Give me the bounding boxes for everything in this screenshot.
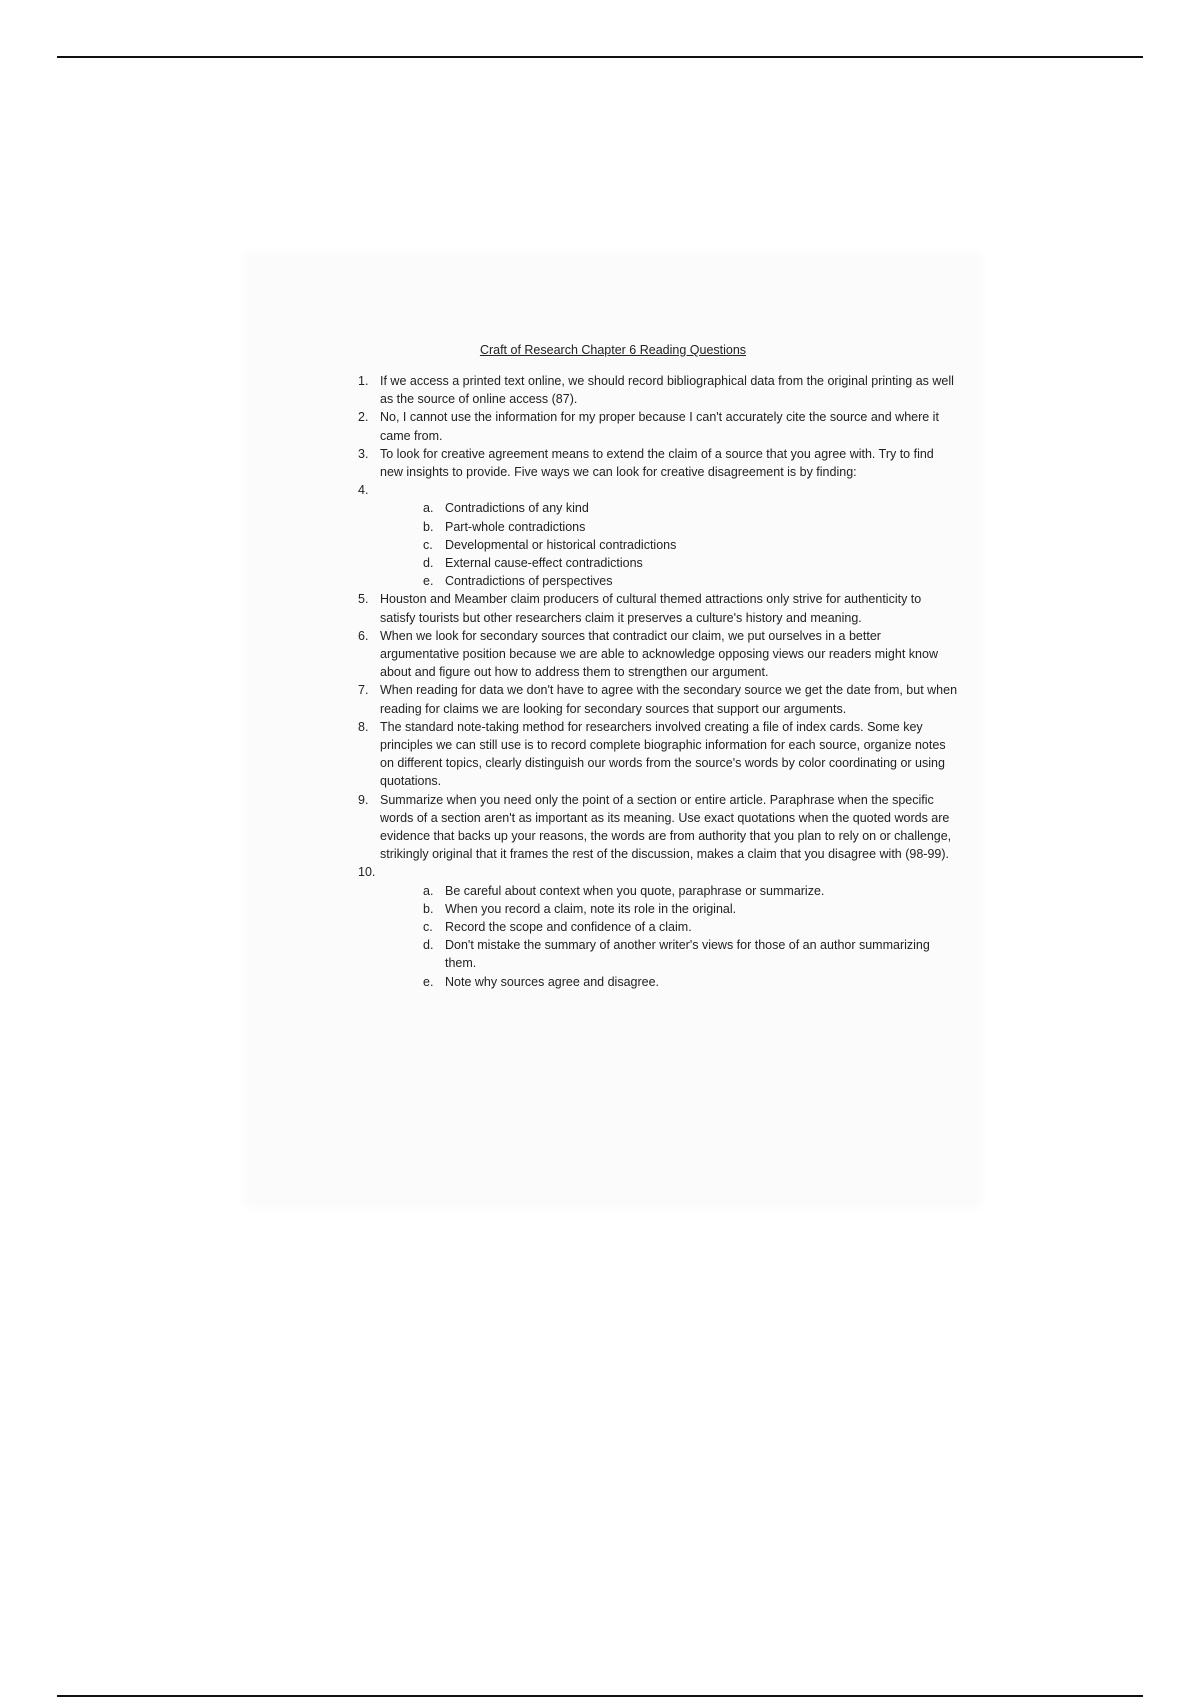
answer-number: 3. <box>358 446 369 461</box>
answer-number: 5. <box>358 592 369 607</box>
answer-text <box>380 863 958 881</box>
answer-number: 2. <box>358 410 369 425</box>
sub-item <box>423 499 958 517</box>
answer-item <box>358 863 958 990</box>
answer-text: Houston and Meamber claim producers of cultural themed attractions only strive for authenticity to satisfy tourists but other researchers claim it preserves a culture's history and meaning. <box>380 592 922 625</box>
answer-item <box>358 590 958 626</box>
sub-list <box>380 882 958 991</box>
sub-letter: a. <box>423 883 434 898</box>
sub-item <box>423 518 958 536</box>
bottom-rule <box>57 1695 1143 1697</box>
sub-item <box>423 936 958 972</box>
answer-text <box>380 481 958 499</box>
answer-text: To look for creative agreement means to extend the claim of a source that you agree with. Try to find new insights to provide. Five ways we can look for creative disagreement is by finding: <box>380 446 934 480</box>
sub-item <box>423 536 958 554</box>
sub-text: Record the scope and confidence of a claim. <box>445 920 692 935</box>
top-rule <box>57 56 1143 58</box>
sub-item <box>423 973 958 991</box>
sub-text: Developmental or historical contradictions <box>445 537 677 552</box>
sub-item <box>423 572 958 590</box>
sub-letter: d. <box>423 938 434 953</box>
answer-number: 8. <box>358 719 369 734</box>
answer-text: The standard note-taking method for researchers involved creating a file of index cards. Some key principles we can still use is to record complete biographic information for each source, organize notes on different topics, clearly distinguish our words from the source's words by color coordinating or using quotations. <box>380 719 946 789</box>
sub-text: Part-whole contradictions <box>445 519 586 534</box>
answer-number: 9. <box>358 792 369 807</box>
sub-letter: d. <box>423 556 434 571</box>
sub-letter: b. <box>423 901 434 916</box>
sub-letter: c. <box>423 537 433 552</box>
answer-text: If we access a printed text online, we should record bibliographical data from the original printing as well as the source of online access (87). <box>380 374 954 407</box>
answer-item <box>358 372 958 408</box>
sub-letter: e. <box>423 974 434 989</box>
answer-text: When we look for secondary sources that contradict our claim, we put ourselves in a better argumentative position because we are able to acknowledge opposing views our readers might know about and figure out how to address them to strengthen our argument. <box>380 628 938 680</box>
answer-number: 6. <box>358 628 369 643</box>
sub-list <box>380 499 958 590</box>
sub-text: When you record a claim, note its role in the original. <box>445 901 737 916</box>
answer-item <box>358 681 958 717</box>
answer-item <box>358 718 958 791</box>
answer-number: 1. <box>358 374 369 388</box>
answer-list <box>358 372 958 991</box>
sub-letter: e. <box>423 574 434 589</box>
document-title: Craft of Research Chapter 6 Reading Questions <box>479 343 747 357</box>
sub-text: Note why sources agree and disagree. <box>445 974 660 989</box>
sub-text: Contradictions of perspectives <box>445 574 613 589</box>
answer-item <box>358 627 958 682</box>
sub-item <box>423 554 958 572</box>
sub-item <box>423 918 958 936</box>
sub-item <box>423 900 958 918</box>
sub-letter: a. <box>423 501 434 516</box>
sub-letter: c. <box>423 920 433 935</box>
sub-text: Contradictions of any kind <box>445 501 589 516</box>
answer-number: 4. <box>358 483 369 498</box>
answer-text: Summarize when you need only the point of a section or entire article. Paraphrase when the specific words of a section aren't as important as its meaning. Use exact quotations when the quoted words are evidence that backs up your reasons, the words are from authority that you plan to rely on or challenge, strikingly original that it frames the rest of the discussion, makes a claim that you disagree with (98-99). <box>380 792 952 862</box>
answer-item <box>358 408 958 444</box>
answer-item <box>358 445 958 481</box>
answer-text: When reading for data we don't have to agree with the secondary source we get the date from, but when reading for claims we are looking for secondary sources that support our arguments. <box>380 683 958 716</box>
scanned-page <box>248 255 978 1205</box>
answer-item <box>358 791 958 864</box>
answer-item <box>358 481 958 590</box>
answer-number: 7. <box>358 683 369 698</box>
answer-number: 10. <box>358 865 376 880</box>
sub-text: External cause-effect contradictions <box>445 556 643 571</box>
sub-text: Don't mistake the summary of another writer's views for those of an author summarizing them. <box>445 938 930 971</box>
sub-letter: b. <box>423 519 434 534</box>
sub-text: Be careful about context when you quote, paraphrase or summarize. <box>445 883 825 898</box>
answer-text: No, I cannot use the information for my proper because I can't accurately cite the source and where it came from. <box>380 410 939 443</box>
sub-item <box>423 882 958 900</box>
